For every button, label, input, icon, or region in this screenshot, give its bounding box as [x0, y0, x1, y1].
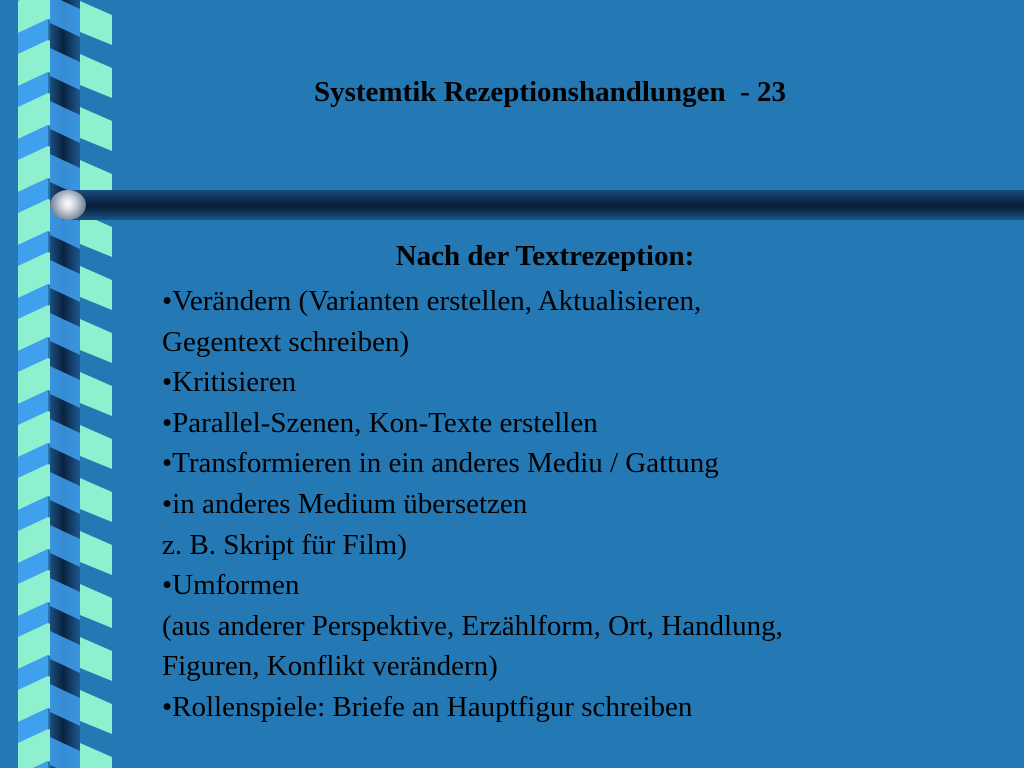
horizontal-bar	[62, 190, 1024, 220]
text-line: •in anderes Medium übersetzen	[162, 487, 528, 520]
bar-knob	[50, 190, 86, 220]
body-text	[162, 281, 962, 728]
text-line: Figuren, Konflikt verändern)	[162, 650, 498, 683]
section-heading: Nach der Textrezeption:	[395, 240, 695, 272]
text-line: (aus anderer Perspektive, Erzählform, Ort, Handlung,	[162, 609, 783, 642]
text-line: •Kritisieren	[162, 366, 297, 399]
page-title: Systemtik Rezeptionshandlungen - 23	[313, 76, 787, 108]
text-line: z. B. Skript für Film)	[162, 528, 407, 561]
text-line: •Rollenspiele: Briefe an Hauptfigur schreiben	[162, 690, 693, 723]
text-line: •Parallel-Szenen, Kon-Texte erstellen	[162, 406, 598, 439]
text-line: Gegentext schreiben)	[162, 325, 410, 358]
text-line: •Transformieren in ein anderes Mediu / Gattung	[162, 447, 719, 480]
ribbon-decoration	[0, 0, 115, 768]
text-line: •Umformen	[162, 569, 300, 602]
text-line: •Verändern (Varianten erstellen, Aktualisieren,	[162, 285, 702, 317]
